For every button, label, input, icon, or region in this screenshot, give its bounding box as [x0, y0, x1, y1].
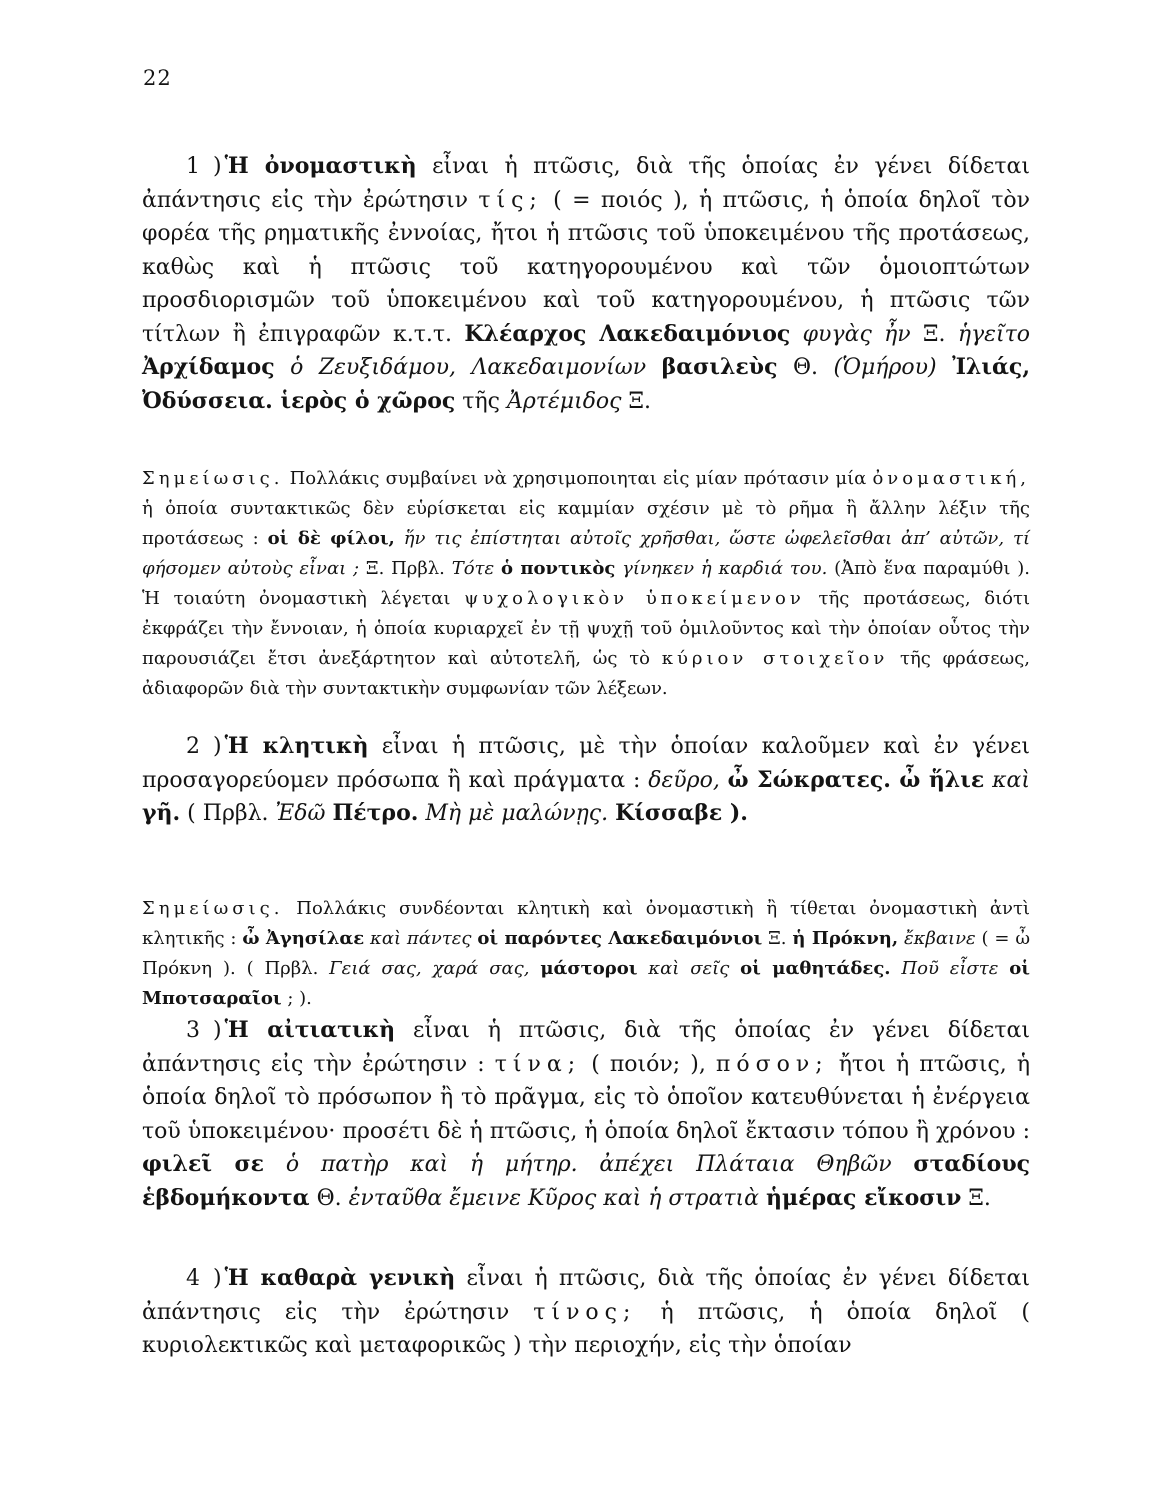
section-genitive — [142, 1262, 1030, 1363]
page-number: 22 — [143, 66, 172, 90]
source-abbr: Ξ. — [910, 321, 958, 347]
bold-example: οἱ δὲ φίλοι, — [267, 528, 395, 549]
italic-example: Ποῦ εἶστε — [890, 958, 1010, 979]
note-nominative-text — [142, 464, 1030, 704]
text-run: τῆς φράσεως, ἀδιαφορῶν διὰ τὴν συντακτικὴν συμφωνίαν τῶν λέξεων. — [142, 648, 1030, 699]
text-run: εἶναι ἡ πτῶσις, διὰ τῆς ὁποίας ἐν γένει δίδεται ἀπάντησις εἰς τὴν ἐρώτησιν — [142, 154, 1030, 213]
term-genitive: Ἡ καθαρὰ γενικὴ — [224, 1265, 456, 1291]
note-heading: Σημείωσις. — [142, 898, 284, 919]
italic-example: καὶ σεῖς — [637, 958, 741, 979]
text-run: ( ποιόν; ), — [581, 1051, 716, 1077]
text-run: εἶναι ἡ πτῶσις, διὰ τῆς ὁποίας ἐν γένει δίδεται ἀπάντησις εἰς τὴν ἐρώτησιν — [142, 1266, 1030, 1325]
source-abbr: Ξ. — [762, 928, 793, 949]
source-abbr: Ξ. — [621, 388, 651, 414]
section-vocative — [142, 730, 1030, 831]
section-number: 2 ) — [186, 734, 225, 759]
note-heading: Σημείωσις. — [142, 468, 284, 489]
italic-example: (Ὁμήρου) — [833, 355, 937, 380]
section-number: 1 ) — [186, 154, 225, 179]
italic-example: Τότε — [451, 558, 501, 579]
term-nominative: Ἡ ὀνομαστικὴ — [224, 153, 417, 179]
spaced-question: τίνα; — [494, 1051, 582, 1077]
term-vocative: Ἡ κλητικὴ — [224, 733, 369, 759]
italic-example: ἐνταῦθα ἔμεινε Κῦρος καὶ ἡ στρατιὰ — [348, 1185, 766, 1211]
text-run: Πολλάκις συμβαίνει νὰ χρησιμοποιηται εἰς μίαν πρότασιν μία — [283, 468, 873, 489]
text-run: Ξ. Πρβλ. — [359, 558, 452, 579]
note-vocative-text — [142, 894, 1030, 1014]
italic-example: ἔκβαινε — [898, 928, 976, 949]
bold-example: Κλέαρχος Λακεδαιμόνιος — [464, 320, 791, 347]
bold-example: οἱ Μποτσαραῖοι — [142, 958, 1030, 1009]
bold-example: βασιλεὺς — [661, 354, 778, 380]
text-run: ( = ποιός ), ἡ πτῶσις, ἡ ὁποία δηλοῖ τὸν φορέα τῆς ρηματικῆς ἐννοίας, ἤτοι ἡ πτῶσις τοῦ ὑποκειμένου τῆς προτάσεως, καθὼς καὶ ἡ πτῶσις τοῦ κατηγορουμένου καὶ τῶν ὁμοιοπτώτων προσδιορισμῶν τοῦ ὑποκειμένου καὶ τοῦ κατηγορουμένου, ἡ πτῶσις τῶν τίτλων ἢ ἐπιγραφῶν κ.τ.τ. — [142, 187, 1030, 347]
text-run: ( Πρβλ. — [180, 801, 276, 826]
source-abbr: Θ. — [309, 1185, 349, 1211]
text-run: τῆς προτάσεως, διότι ἐκφράζει τὴν ἔννοιαν, ἡ ὁποία κυριαρχεῖ ἐν τῇ ψυχῇ τοῦ ὁμιλοῦντος καὶ τὴν ὁποίαν οὗτος τὴν παρουσιάζει ἔτσι ἀνεξάρτητον καὶ αὐτοτελῆ, ὡς τὸ — [142, 588, 1031, 669]
spaced-question: τίνος; — [533, 1299, 637, 1325]
spaced-term: κύριον στοιχεῖον — [661, 648, 889, 669]
italic-example: καὶ πάντες — [364, 928, 478, 949]
source-abbr: Θ. — [777, 355, 834, 380]
section-accusative-text — [142, 1014, 1030, 1215]
bold-example: ὦ Ἀγησίλαε — [242, 928, 365, 949]
bold-example: ὦ Σώκρατες. ὦ ἥλιε — [727, 766, 985, 793]
source-abbr: Ξ. — [961, 1185, 991, 1211]
bold-example: ἡ Πρόκνη, — [792, 928, 899, 949]
bold-example: Πέτρο. — [332, 800, 419, 826]
text-run: εἶναι ἡ πτῶσις, διὰ τῆς ὁποίας ἐν γένει δίδεται ἀπάντησις εἰς τὴν ἐρώτησιν : — [142, 1018, 1030, 1077]
bold-example: φιλεῖ σε — [142, 1151, 265, 1177]
spaced-question: τίς; — [478, 187, 543, 213]
text-run: τῆς — [455, 388, 507, 414]
text-run: Πολλάκις συνδέονται κλητικὴ καὶ ὀνομαστικὴ ἢ τίθεται ὀνομαστικὴ ἀντὶ κλητικῆς : — [142, 898, 1030, 949]
italic-example: δεῦρο, — [648, 767, 728, 793]
italic-example: ἥν τις ἐπίστηται αὐτοῖς χρῆσθαι, ὥστε ὠφελεῖσθαι ἀπ’ αὐτῶν, τί φήσομεν αὐτοὺς εἶναι ; — [142, 528, 1031, 579]
italic-example: ὁ πατὴρ καὶ ἡ μήτηρ. ἀπέχει Πλάταια Θηβῶν — [264, 1152, 914, 1177]
bold-example: Κίσσαβε ). — [615, 800, 748, 826]
bold-example: γῆ. — [142, 800, 181, 826]
italic-example: γίνηκεν ἡ καρδιά του. — [615, 558, 828, 579]
bold-example: οἱ παρόντες Λακεδαιμόνιοι — [477, 928, 763, 949]
text-run — [937, 355, 953, 380]
section-nominative-text — [142, 150, 1030, 418]
spaced-term: ψυχολογικὸν ὑποκείμενον — [464, 588, 805, 609]
text-run: (Ἀπὸ ἕνα παραμύθι ). Ἡ τοιαύτη ὀνομαστικὴ λέγεται — [142, 558, 1030, 609]
bold-example: Ἀρχίδαμος — [142, 354, 275, 380]
bold-example: οἱ μαθητάδες. — [740, 958, 891, 979]
note-vocative — [142, 876, 1030, 1032]
italic-example: Ἐδῶ — [275, 801, 333, 826]
section-nominative — [142, 150, 1030, 418]
italic-example: Γειά σας, χαρά σας, — [329, 958, 541, 979]
italic-example: ὁ Ζευξιδάμου, Λακεδαιμονίων — [274, 355, 662, 380]
italic-example: φυγὰς ἦν — [790, 321, 911, 347]
bold-example: Ἰλιάς, Ὀδύσσεια. ἱερὸς ὁ χῶρος — [142, 354, 1030, 414]
bold-example: ἡμέρας εἴκοσιν — [766, 1184, 962, 1211]
term-accusative: Ἡ αἰτιατικὴ — [224, 1017, 396, 1043]
spaced-term: ὀνομαστική, — [872, 468, 1030, 489]
section-genitive-text — [142, 1262, 1030, 1363]
section-number: 3 ) — [186, 1018, 225, 1043]
italic-example: ἡγεῖτο — [957, 321, 1031, 347]
text-run: ἡ ὁποία συντακτικῶς δὲν εὑρίσκεται εἰς καμμίαν σχέσιν μὲ τὸ ρῆμα ἢ ἄλλην λέξιν τῆς προτάσεως : — [142, 498, 1030, 549]
text-run: εἶναι ἡ πτῶσις, μὲ τὴν ὁποίαν καλοῦμεν καὶ ἐν γένει προσαγορεύομεν πρόσωπα ἢ καὶ πράγματα : — [142, 734, 1030, 793]
note-nominative — [142, 446, 1030, 722]
italic-example: Ἀρτέμιδος — [506, 388, 622, 414]
section-accusative — [142, 1014, 1030, 1215]
section-vocative-text — [142, 730, 1030, 831]
bold-example: μάστοροι — [540, 958, 638, 979]
text-run: ; ). — [281, 988, 312, 1009]
spaced-question: πόσον; — [715, 1051, 829, 1077]
bold-example: ὁ ποντικὸς — [500, 558, 616, 579]
text-run: ἤτοι ἡ πτῶσις, ἡ ὁποία δηλοῖ τὸ πρόσωπον ἢ τὸ πρᾶγμα, εἰς τὸ ὁποῖον κατευθύνεται ἡ ἐνέργεια τοῦ ὑποκειμένου· προσέτι δὲ ἡ πτῶσις, ἡ ὁποία δηλοῖ ἔκτασιν τόπου ἢ χρόνου : — [142, 1051, 1030, 1144]
bold-example: σταδίους ἑβδομήκοντα — [142, 1151, 1031, 1211]
section-number: 4 ) — [186, 1266, 225, 1291]
text-run: ( = ὦ Πρόκνη ). ( Πρβλ. — [142, 928, 1030, 979]
italic-example: καὶ — [984, 767, 1031, 793]
italic-example: Μὴ μὲ μαλώνῃς. — [418, 801, 616, 826]
text-run: ἡ πτῶσις, ἡ ὁποία δηλοῖ ( κυριολεκτικῶς καὶ μεταφορικῶς ) τὴν περιοχήν, εἰς τὴν ὁποίαν — [142, 1299, 1030, 1358]
